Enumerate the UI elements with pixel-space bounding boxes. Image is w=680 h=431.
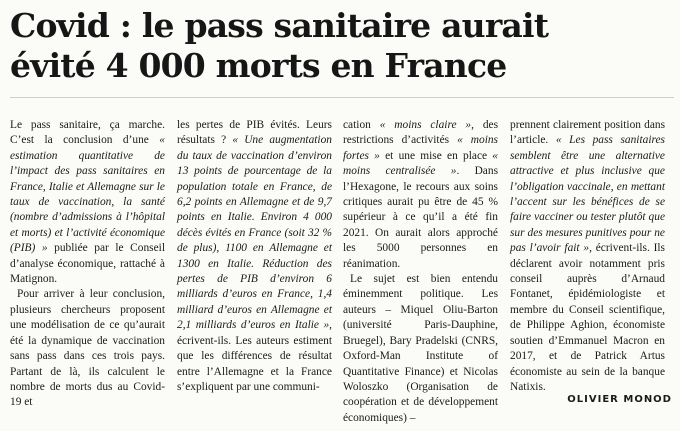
- article-column-3: [343, 118, 498, 426]
- article-column-2: [177, 118, 332, 395]
- body-text: les pertes de PIB évités. Leurs résultats ?: [177, 119, 332, 147]
- headline-line-2: évité 4 000 morts en France: [10, 46, 507, 85]
- quote-text: « moins centralisée »: [343, 149, 498, 178]
- article-column-1: [10, 118, 165, 411]
- headline: [10, 6, 674, 86]
- quote-text: « moins fortes »: [343, 134, 498, 162]
- headline-divider: [10, 97, 674, 98]
- article-paragraph: [177, 118, 332, 395]
- body-text: cation: [343, 119, 380, 131]
- article-paragraph: [10, 287, 165, 410]
- body-text: Le pass sanitaire, ça marche. C’est la conclusion d’une: [10, 119, 165, 147]
- body-text: , écrivent-ils. Les auteurs estiment que les différences de résultat entre l’Allemagne et la France s’expliquent par une communi-: [177, 319, 332, 393]
- body-text: Le sujet est bien entendu éminemment politique. Les auteurs – Miquel Oliu-Barton (université Paris-Dauphine, Bruegel), Bary Pradelski (CNRS, Oxford-Man Institute of Quantitative Finance) et Nicolas Woloszko (Organisation de coopération et de développement économiques) –: [343, 273, 498, 424]
- body-text: Pour arriver à leur conclusion, plusieurs chercheurs proposent une modélisation de ce qu’aurait été la dynamique de vaccination sans pass dans ces trois pays. Partant de là, ils calculent le nombre de morts dus au Covid-19 et: [10, 288, 165, 409]
- headline-line-1: Covid : le pass sanitaire aurait: [10, 6, 549, 45]
- quote-text: « Les pass sanitaires semblent être une alternative attractive et plus inclusive que l’obligation vaccinale, en mettant l’accent sur les bénéfices de se faire vacciner ou tester plutôt que sur des mesures punitives pour ne pas l’avoir fait »: [510, 134, 665, 255]
- quote-text: « estimation quantitative de l’impact des pass sanitaires en France, Italie et Allemagne sur le taux de vaccination, la santé (nombre d’admissions à l’hôpital et morts) et l’activité économique (PIB) »: [10, 134, 165, 255]
- quote-text: « moins claire »: [379, 119, 472, 131]
- body-text: et une mise en place: [379, 149, 493, 162]
- quote-text: « Une augmentation du taux de vaccination d’environ 13 points de pourcentage de la population totale en France, de 6,2 points en Allemagne et de 9,7 points en Italie. Environ 4 000 décès évités en France (soit 32 % de plus), 1100 en Allemagne et 1300 en Italie. Réduction des pertes de PIB d’environ 6 milliards d’euros en France, 1,4 milliard d’euros en Allemagne et 2,1 milliards d’euros en Italie »: [177, 134, 332, 332]
- author-byline: OLIVIER MONOD: [567, 394, 672, 405]
- article-paragraph: [10, 118, 165, 287]
- body-text: prennent clairement position dans l’article.: [510, 119, 665, 147]
- article-column-4: [510, 118, 665, 395]
- body-text: publiée par le Conseil d’analyse économique, rattaché à Matignon.: [10, 242, 165, 286]
- body-text: , écrivent-ils. Ils déclarent avoir notamment pris conseil auprès d’Arnaud Fontanet, épidémiologiste et membre du Conseil scientifique, de Philippe Aghion, économiste soutien d’Emmanuel Macron en 2017, et de Patrick Artus économiste au sein de la banque Natixis.: [510, 242, 665, 393]
- body-text: . Dans l’Hexagone, le recours aux soins critiques aurait pu être de 45 % supérieur à ce qu’il a été fin 2021. On aurait alors approché les 5000 personnes en réanimation.: [343, 165, 498, 270]
- article-paragraph: [343, 272, 498, 426]
- body-text: , des restrictions d’activités: [343, 119, 498, 147]
- article-paragraph: [510, 118, 665, 395]
- article-paragraph: [343, 118, 498, 272]
